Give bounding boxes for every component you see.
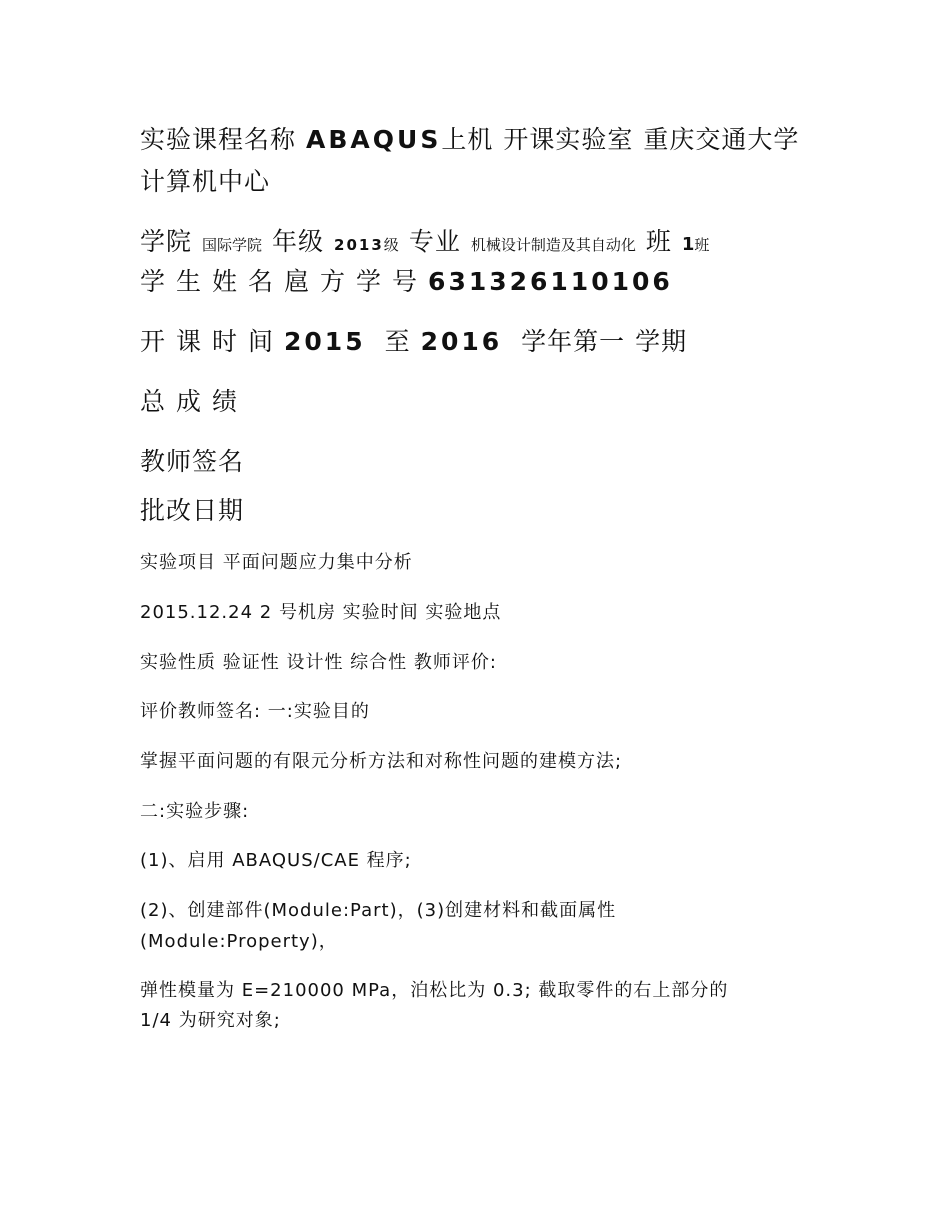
term-end-year: 2016 bbox=[420, 327, 503, 356]
class-suffix: 班 bbox=[694, 236, 710, 254]
lab-label: 开课实验室 bbox=[503, 125, 634, 154]
id-value: 631326110106 bbox=[428, 267, 673, 296]
college-value: 国际学院 bbox=[202, 236, 263, 254]
body-line-3: 实验性质 验证性 设计性 综合性 教师评价: bbox=[140, 652, 497, 673]
class-value: 1 bbox=[681, 234, 695, 255]
major-value: 机械设计制造及其自动化 bbox=[470, 236, 636, 254]
body-line-5: 掌握平面问题的有限元分析方法和对称性问题的建模方法; bbox=[140, 751, 623, 772]
course-value: ABAQUS bbox=[306, 125, 442, 154]
grade-label: 年级 bbox=[272, 227, 325, 256]
term-line bbox=[140, 322, 687, 358]
body-line-10: 弹性模量为 E=210000 MPa，泊松比为 0.3; 截取零件的右上部分的 bbox=[140, 980, 729, 1001]
body-line-6: 二:实验步骤: bbox=[140, 801, 250, 822]
body-line-2: 2015.12.24 2 号机房 实验时间 实验地点 bbox=[140, 602, 502, 623]
id-label: 学号 bbox=[356, 267, 429, 296]
student-info-line bbox=[140, 222, 709, 258]
name-value: 扈方 bbox=[284, 267, 357, 296]
term-start-year: 2015 bbox=[284, 327, 366, 356]
lab-value-cont-line bbox=[140, 162, 270, 198]
total-score-label: 总成绩 bbox=[140, 387, 249, 416]
term-value: 一 bbox=[599, 327, 636, 356]
term-to: 至 bbox=[384, 327, 421, 356]
name-id-line bbox=[140, 262, 673, 298]
body-line-7: (1)、启用 ABAQUS/CAE 程序; bbox=[140, 850, 412, 871]
term-year-suffix: 学年第 bbox=[521, 327, 600, 356]
name-label: 学生姓名 bbox=[140, 267, 285, 296]
teacher-sign-label: 教师签名 bbox=[140, 447, 245, 476]
body-line-8: (2)、创建部件(Module:Part)，(3)创建材料和截面属性 bbox=[140, 900, 617, 921]
body-line-1: 实验项目 平面问题应力集中分析 bbox=[140, 552, 413, 573]
lab-value: 重庆交通大学 bbox=[643, 125, 800, 154]
course-label: 实验课程名称 bbox=[140, 125, 297, 154]
lab-value-cont: 计算机中心 bbox=[140, 167, 271, 196]
course-suffix: 上机 bbox=[441, 125, 494, 154]
body-line-9: (Module:Property)， bbox=[140, 931, 338, 952]
body-line-4: 评价教师签名: 一:实验目的 bbox=[140, 701, 370, 722]
body-line-11: 1/4 为研究对象; bbox=[140, 1010, 281, 1031]
grade-value: 2013 bbox=[334, 236, 384, 254]
major-label: 专业 bbox=[408, 227, 461, 256]
course-line bbox=[140, 120, 799, 156]
term-label: 开课时间 bbox=[140, 327, 285, 356]
grade-suffix: 级 bbox=[383, 236, 399, 254]
class-label: 班 bbox=[645, 227, 672, 256]
grading-date-label: 批改日期 bbox=[140, 496, 245, 525]
college-label: 学院 bbox=[140, 227, 193, 256]
term-suffix: 学期 bbox=[635, 327, 688, 356]
